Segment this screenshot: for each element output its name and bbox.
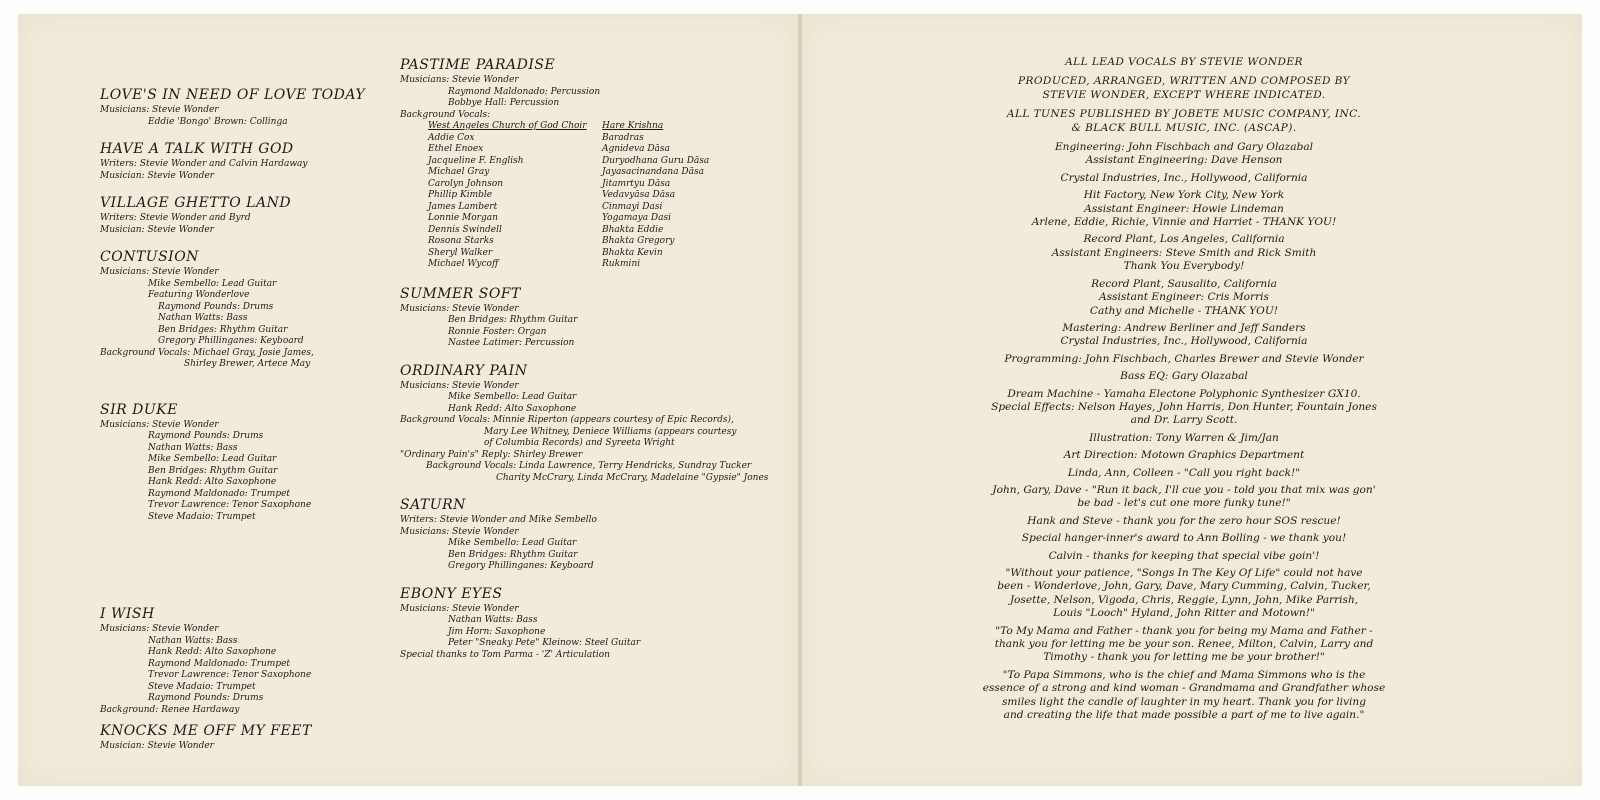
credit-text: Hit Factory, New York City, New York: [1083, 189, 1285, 202]
credit-line: Nathan Watts: Bass: [158, 313, 248, 323]
left-credits-column-1: [100, 86, 390, 753]
song-credit: [400, 56, 780, 121]
vocalist-name: Ethel Enoex: [428, 144, 484, 154]
vocalist-name: Jayasacinandana Dāsa: [602, 167, 705, 177]
credit-text: Record Plant, Los Angeles, California: [1083, 233, 1285, 246]
credit-text: Crystal Industries, Inc., Hollywood, California: [1060, 335, 1308, 348]
credit-line: Ben Bridges: Rhythm Guitar: [448, 549, 578, 560]
credit-line: Mike Sembello: Lead Guitar: [148, 454, 277, 464]
credit-block: [974, 625, 1394, 665]
vocalist-name: Dennis Swindell: [428, 224, 502, 235]
credit-line: Writers: Stevie Wonder and Mike Sembello: [400, 515, 597, 525]
credit-text: "To Papa Simmons, who is the chief and Mama Simmons who is the: [1002, 668, 1366, 681]
credit-text: "Without your patience, "Songs In The Key Of Life" could not have: [1005, 567, 1363, 579]
credit-line: Writers: Stevie Wonder and Byrd: [100, 213, 251, 223]
credit-text: Assistant Engineer: Howie Lindeman: [1084, 202, 1284, 215]
credit-line: Trevor Lawrence: Tenor Saxophone: [148, 670, 312, 680]
credit-line: Jim Horn: Saxophone: [448, 626, 546, 637]
vocalist-name: Phillip Kimble: [428, 190, 493, 200]
credit-line: Musician: Stevie Wonder: [100, 224, 214, 235]
credit-block: [974, 233, 1394, 273]
credit-line: "Ordinary Pain's" Reply: Shirley Brewer: [400, 449, 583, 460]
vocalist-name: Rukmini: [602, 259, 641, 269]
credit-line: Musicians: Stevie Wonder: [400, 380, 519, 391]
song-credit: [100, 194, 390, 236]
credit-block: [974, 449, 1394, 462]
credit-line: Peter "Sneaky Pete" Kleinow: Steel Guitar: [448, 638, 641, 648]
song-title: SUMMER SOFT: [400, 285, 521, 302]
credit-line: Hank Redd: Alto Saxophone: [448, 403, 577, 414]
group-heading: Hare Krishna: [602, 121, 664, 131]
credit-line: Musicians: Stevie Wonder: [400, 303, 519, 314]
credit-block: [974, 484, 1394, 511]
credit-line: Musicians: Stevie Wonder: [100, 419, 219, 430]
vocalist-name: Bhakta Eddie: [602, 224, 664, 235]
credit-line: Gregory Phillinganes: Keyboard: [158, 336, 304, 346]
credit-line: Featuring Wonderlove: [148, 290, 250, 300]
background-vocals-table: [400, 121, 780, 271]
song-title: KNOCKS ME OFF MY FEET: [100, 723, 312, 739]
credit-text: Record Plant, Sausalito, California: [1091, 277, 1277, 290]
credit-line: Gregory Phillinganes: Keyboard: [448, 561, 594, 571]
vocalist-name: Yogamaya Dasi: [602, 213, 671, 223]
song-title: SATURN: [400, 497, 466, 513]
song-title: I WISH: [100, 606, 155, 622]
credit-text: Special Effects: Nelson Hayes, John Harris, Don Hunter, Fountain Jones: [991, 400, 1377, 413]
credit-block: [974, 370, 1394, 383]
credit-line: Ben Bridges: Rhythm Guitar: [448, 315, 578, 325]
credit-line: Background Vocals: Minnie Riperton (appears courtesy of Epic Records),: [400, 415, 734, 425]
credit-text: and Dr. Larry Scott.: [1130, 414, 1238, 427]
credit-line: Musicians: Stevie Wonder: [400, 526, 519, 537]
song-credit: [100, 248, 390, 371]
credit-line: Nathan Watts: Bass: [148, 442, 238, 453]
credit-block: [974, 278, 1394, 318]
credit-line: Raymond Maldonado: Trumpet: [148, 658, 291, 669]
song-title: ORDINARY PAIN: [400, 362, 528, 379]
credit-text: "To My Mama and Father - thank you for being my Mama and Father -: [995, 624, 1373, 637]
vocalist-name: Bhakta Gregory: [602, 236, 675, 246]
credit-line: Background Vocals:: [400, 109, 491, 120]
credit-line: Raymond Pounds: Drums: [158, 301, 274, 312]
credit-line: Bobbye Hall: Percussion: [448, 98, 560, 108]
song-title: PASTIME PARADISE: [400, 57, 556, 73]
background-vocals-group: [602, 121, 742, 271]
song-credit: [100, 140, 390, 182]
credit-text: Linda, Ann, Colleen - "Call you right back!": [1067, 466, 1301, 479]
vocalist-name: Vedavyāsa Dāsa: [602, 190, 676, 200]
vocalist-name: Duryodhana Guru Dāsa: [602, 155, 710, 166]
credit-line: Background Vocals: Linda Lawrence, Terry Hendricks, Sundray Tucker: [426, 461, 752, 471]
credit-block: [974, 75, 1394, 102]
credit-block: [974, 515, 1394, 528]
credit-text: be bad - let's cut one more funky tune!": [1077, 497, 1291, 510]
credit-line: Raymond Pounds: Drums: [148, 693, 264, 703]
credit-line: Musician: Stevie Wonder: [100, 170, 214, 181]
vocalist-name: Jitamrtyu Dāsa: [602, 178, 671, 189]
credit-block: [974, 322, 1394, 349]
credit-text: essence of a strong and kind woman - Grandmama and Grandfather whose: [982, 682, 1386, 695]
credit-line: Steve Madaio: Trumpet: [148, 681, 256, 692]
song-credit: [100, 605, 390, 716]
credit-text: ALL LEAD VOCALS BY STEVIE WONDER: [1065, 56, 1303, 68]
credit-block: [974, 550, 1394, 563]
credit-line: Background: Renee Hardaway: [100, 704, 240, 715]
credit-text: ALL TUNES PUBLISHED BY JOBETE MUSIC COMPANY, INC.: [1006, 108, 1362, 121]
song-title: HAVE A TALK WITH GOD: [100, 141, 294, 157]
song-title: VILLAGE GHETTO LAND: [100, 195, 292, 211]
credit-text: Crystal Industries, Inc., Hollywood, California: [1060, 171, 1308, 184]
credit-line: Mike Sembello: Lead Guitar: [448, 538, 577, 548]
vocalist-name: Michael Wycoff: [428, 259, 499, 269]
song-credit: [100, 401, 390, 524]
credit-text: Assistant Engineering: Dave Henson: [1085, 154, 1283, 167]
credit-text: Thank You Everybody!: [1123, 260, 1245, 273]
credit-line: Musician: Stevie Wonder: [100, 741, 214, 751]
credit-text: and creating the life that made possible a part of me to live again.": [1003, 709, 1365, 722]
credit-block: [974, 56, 1394, 69]
song-credit: [100, 86, 390, 128]
credit-text: & BLACK BULL MUSIC, INC. (ASCAP).: [1071, 121, 1297, 134]
credit-text: Cathy and Michelle - THANK YOU!: [1089, 304, 1279, 317]
vocalist-name: Baradras: [602, 132, 644, 143]
credit-line: Mary Lee Whitney, Deniece Williams (appears courtesy: [484, 426, 737, 437]
credit-text: been - Wonderlove, John, Gary, Dave, Mary Cumming, Calvin, Tucker,: [997, 580, 1371, 593]
credit-line: Musicians: Stevie Wonder: [100, 105, 219, 115]
song-credit: [100, 722, 390, 753]
credit-text: thank you for letting me be your son. Renee, Milton, Calvin, Larry and: [994, 638, 1374, 651]
credit-line: Mike Sembello: Lead Guitar: [148, 278, 277, 289]
credit-line: Ben Bridges: Rhythm Guitar: [158, 324, 288, 335]
credit-text: Timothy - thank you for letting me be your brother!": [1043, 651, 1325, 664]
credit-line: Writers: Stevie Wonder and Calvin Hardaway: [100, 159, 308, 169]
vocalist-name: Agnideva Dāsa: [602, 144, 670, 154]
credit-text: smiles light the candle of laughter in my heart. Thank you for living: [1002, 695, 1366, 708]
credit-block: [974, 189, 1394, 229]
credit-block: [974, 669, 1394, 723]
credit-text: Calvin - thanks for keeping that special vibe goin'!: [1048, 549, 1320, 562]
credit-text: Special hanger-inner's award to Ann Bolling - we thank you!: [1021, 532, 1347, 545]
credit-text: STEVIE WONDER, EXCEPT WHERE INDICATED.: [1042, 88, 1326, 101]
credit-line: Special thanks to Tom Parma - 'Z' Articulation: [400, 649, 610, 660]
vocalist-name: Jacqueline F. English: [428, 155, 524, 166]
credit-block: [974, 467, 1394, 480]
credit-line: Shirley Brewer, Artece May: [184, 359, 311, 369]
credit-text: Assistant Engineers: Steve Smith and Rick Smith: [1051, 246, 1317, 259]
credit-line: Hank Redd: Alto Saxophone: [148, 647, 277, 657]
credit-block: [974, 567, 1394, 621]
credit-line: Steve Madaio: Trumpet: [148, 511, 256, 522]
credit-line: Musicians: Stevie Wonder: [100, 267, 219, 277]
credit-block: [974, 141, 1394, 168]
credit-line: Nathan Watts: Bass: [148, 635, 238, 646]
song-credit: [400, 285, 780, 350]
credit-text: Mastering: Andrew Berliner and Jeff Sanders: [1062, 321, 1306, 334]
credit-text: Arlene, Eddie, Richie, Vinnie and Harriet - THANK YOU!: [1031, 216, 1337, 229]
song-title: EBONY EYES: [400, 585, 503, 602]
credit-line: Ronnie Foster: Organ: [448, 326, 547, 337]
credit-line: Eddie 'Bongo' Brown: Collinga: [148, 116, 288, 127]
vocalist-name: Lonnie Morgan: [428, 213, 498, 223]
background-vocals-group: [428, 121, 602, 271]
vocalist-name: James Lambert: [428, 201, 498, 212]
vocalist-name: Michael Gray: [428, 167, 490, 177]
credit-line: Musicians: Stevie Wonder: [100, 624, 219, 634]
credit-line: Charity McCrary, Linda McCrary, Madelaine "Gypsie" Jones: [496, 472, 769, 483]
credit-text: Assistant Engineer: Cris Morris: [1099, 291, 1269, 304]
credit-block: [974, 353, 1394, 366]
credit-line: Musicians: Stevie Wonder: [400, 603, 519, 614]
credit-text: Illustration: Tony Warren & Jim/Jan: [1089, 431, 1279, 444]
credit-text: Dream Machine - Yamaha Electone Polyphonic Synthesizer GX10.: [1007, 387, 1361, 400]
credit-text: PRODUCED, ARRANGED, WRITTEN AND COMPOSED BY: [1017, 75, 1351, 88]
vocalist-name: Cinmayi Dasi: [602, 201, 663, 212]
right-credits-column: [974, 56, 1394, 726]
song-title: CONTUSION: [100, 249, 199, 265]
vocalist-name: Rosona Starks: [428, 236, 494, 246]
credit-block: [974, 108, 1394, 135]
credit-text: Hank and Steve - thank you for the zero hour SOS rescue!: [1027, 514, 1341, 527]
credit-line: of Columbia Records) and Syreeta Wright: [484, 438, 675, 448]
credit-line: Trevor Lawrence: Tenor Saxophone: [148, 500, 312, 510]
credit-block: [974, 432, 1394, 445]
song-credit: [400, 585, 780, 662]
credit-text: Art Direction: Motown Graphics Department: [1063, 449, 1305, 462]
credit-line: Ben Bridges: Rhythm Guitar: [148, 465, 278, 476]
credit-block: [974, 388, 1394, 428]
song-title: SIR DUKE: [100, 401, 178, 418]
song-credit: [400, 496, 780, 573]
credit-line: Mike Sembello: Lead Guitar: [448, 392, 577, 402]
credit-block: [974, 172, 1394, 185]
credit-text: Bass EQ: Gary Olazabal: [1120, 370, 1248, 383]
credit-text: Programming: John Fischbach, Charles Brewer and Stevie Wonder: [1004, 352, 1364, 365]
credit-line: Background Vocals: Michael Gray, Josie James,: [100, 347, 314, 358]
vocalist-name: Addie Cox: [428, 132, 475, 143]
credit-text: Louis "Looch" Hyland, John Ritter and Motown!": [1053, 607, 1315, 620]
credit-text: Josette, Nelson, Vigoda, Chris, Reggie, Lynn, John, Mike Parrish,: [1009, 593, 1359, 606]
credit-block: [974, 532, 1394, 545]
credit-text: Engineering: John Fischbach and Gary Olazabal: [1054, 141, 1314, 154]
credit-line: Raymond Maldonado: Trumpet: [148, 488, 291, 499]
song-credit: [400, 362, 780, 485]
credit-text: John, Gary, Dave - "Run it back, I'll cue you - told you that mix was gon': [992, 483, 1376, 496]
vocalist-name: Bhakta Kevin: [602, 247, 663, 258]
vocalist-name: Carolyn Johnson: [428, 178, 504, 189]
credit-line: Raymond Maldonado: Percussion: [448, 86, 601, 97]
left-credits-column-2: [400, 56, 780, 661]
group-heading: West Angeles Church of God Choir: [428, 121, 587, 131]
song-title: LOVE'S IN NEED OF LOVE TODAY: [100, 87, 366, 103]
credit-line: Nastee Latimer: Percussion: [448, 338, 575, 348]
credit-line: Musicians: Stevie Wonder: [400, 75, 519, 85]
credit-line: Nathan Watts: Bass: [448, 615, 538, 625]
vocalist-name: Sheryl Walker: [428, 247, 493, 258]
credit-line: Raymond Pounds: Drums: [148, 431, 264, 441]
credit-line: Hank Redd: Alto Saxophone: [148, 477, 277, 487]
